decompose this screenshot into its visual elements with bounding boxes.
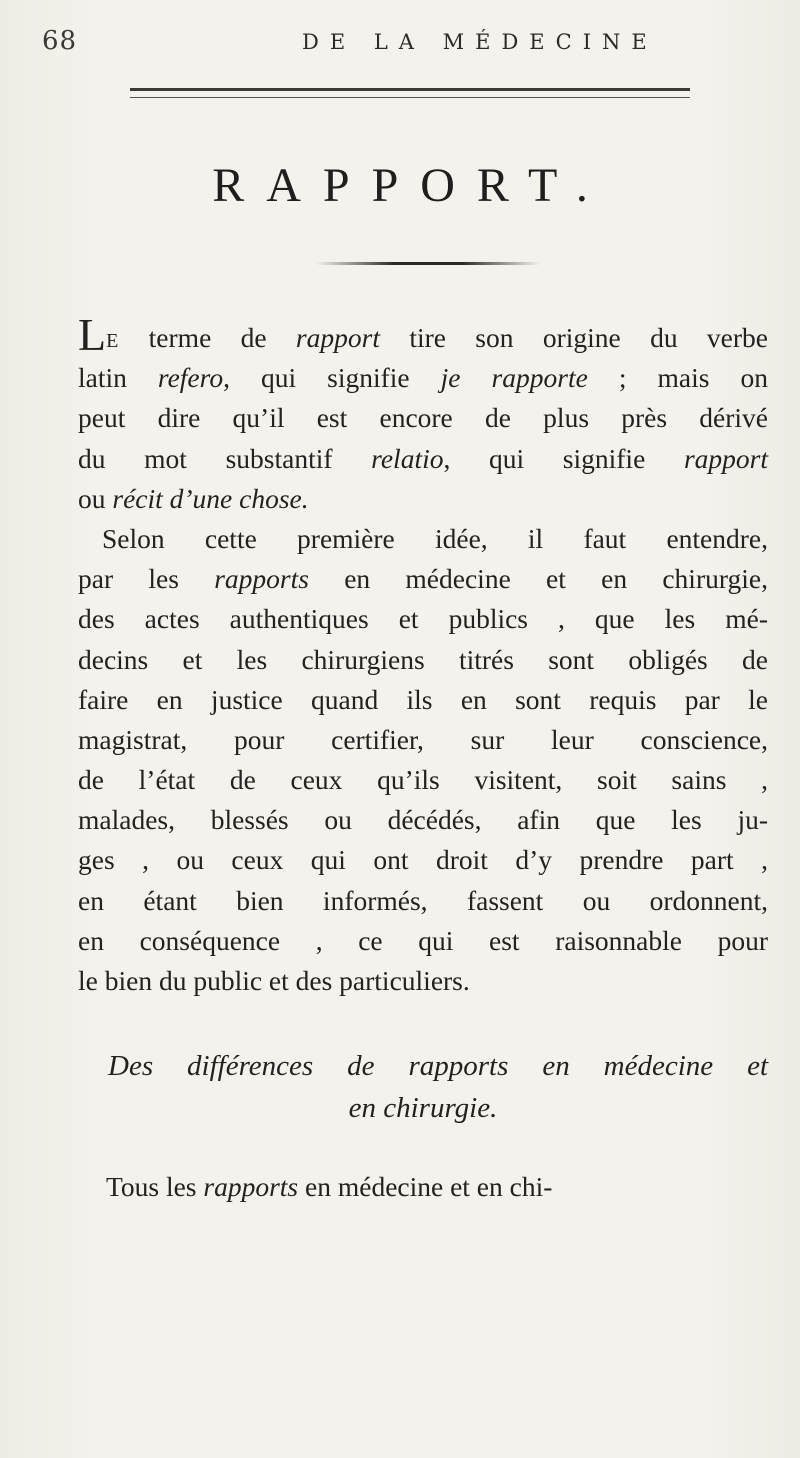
text-line: latin refero, qui signifie je rapporte ; mais on xyxy=(78,362,768,394)
chapter-title: RAPPORT. xyxy=(212,159,610,212)
text-line: malades, blessés ou décédés, afin que les ju- xyxy=(78,804,768,836)
text-line: peut dire qu’il est encore de plus près dérivé xyxy=(78,402,768,434)
text-line: de l’état de ceux qu’ils visitent, soit sains , xyxy=(78,764,768,796)
section-heading-line: en chirurgie. xyxy=(348,1092,498,1124)
section-heading xyxy=(78,1045,768,1129)
section-heading-line: Des différences de rapports en médecine et xyxy=(108,1050,768,1082)
text-line: ges , ou ceux qui ont droit d’y prendre part , xyxy=(78,844,768,876)
header-rule xyxy=(130,88,690,98)
text-line: par les rapports en médecine et en chirurgie, xyxy=(78,563,768,595)
text-line: en étant bien informés, fassent ou ordonnent, xyxy=(78,884,768,916)
text-line: faire en justice quand ils en sont requis par le xyxy=(78,683,768,715)
body-text xyxy=(78,309,768,1001)
text-line: Selon cette première idée, il faut entendre, xyxy=(102,522,768,554)
text-line: en conséquence , ce qui est raisonnable pour xyxy=(78,924,768,956)
running-head: DE LA MÉDECINE xyxy=(302,30,658,54)
page-number: 68 xyxy=(42,26,78,56)
text-line: magistrat, pour certifier, sur leur conscience, xyxy=(78,723,768,755)
drop-cap: L xyxy=(78,309,107,360)
page-header xyxy=(40,22,760,62)
text-line: des actes authentiques et publics , que les mé- xyxy=(78,603,768,635)
text-line: le bien du public et des particuliers. xyxy=(78,965,470,996)
text-line: LE terme de rapport tire son origine du verbe xyxy=(78,309,768,360)
text-line: Tous les rapports en médecine et en chi- xyxy=(106,1171,553,1202)
text-line: decins et les chirurgiens titrés sont obligés de xyxy=(78,643,768,675)
text-line: du mot substantif relatio, qui signifie rapport xyxy=(78,442,768,474)
title-ornament-rule xyxy=(316,262,540,265)
text-line: ou récit d’une chose. xyxy=(78,482,309,514)
